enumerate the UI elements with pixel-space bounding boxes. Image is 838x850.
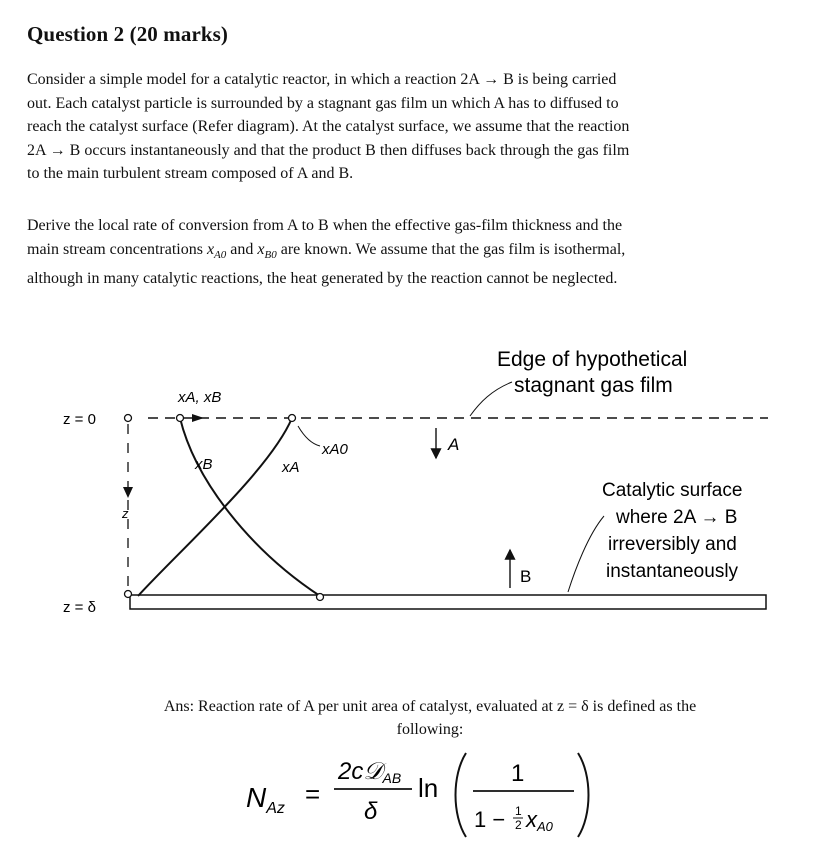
xb-end-point	[317, 594, 324, 601]
paragraph-line: out. Each catalyst particle is surrounded by a stagnant gas film un which A has to diffused to	[27, 94, 619, 112]
surface-label-line1: Catalytic surface	[602, 480, 743, 501]
xa-label: xA	[282, 459, 300, 476]
z-origin-point	[125, 415, 132, 422]
surface-label-line4: instantaneously	[606, 561, 739, 582]
formula-denominator: δ	[364, 798, 378, 825]
rate-formula	[0, 745, 838, 850]
paragraph-line: to the main turbulent stream composed of A and B.	[27, 165, 354, 182]
xb0-symbol: $x_{B0}$	[257, 240, 277, 261]
paragraph-line: reach the catalyst surface (Refer diagram). At the catalyst surface, we assume that the reaction	[27, 118, 630, 135]
z-axis-label: z	[122, 506, 129, 521]
paragraph-line: Derive the local rate of conversion from A to B when the effective gas-film thickness and the	[27, 217, 623, 234]
catalyst-surface	[130, 595, 766, 609]
xa0-pointer	[298, 426, 320, 446]
formula-half-num: 1	[515, 804, 522, 818]
answer-text	[60, 695, 800, 741]
surface-label-leader	[568, 516, 604, 592]
xa0-point	[289, 415, 296, 422]
formula-ln: ln	[418, 773, 439, 803]
task-paragraph	[27, 214, 827, 291]
xb-label: xB	[195, 456, 213, 473]
formula-equals: =	[305, 779, 321, 809]
xa0-symbol: $x_{A0}$	[206, 240, 227, 261]
xa-curve	[138, 418, 292, 596]
surface-label-line3: irreversibly and	[608, 534, 737, 555]
x-axis-arrow	[192, 414, 204, 422]
question-title: Question 2 (20 marks)	[27, 22, 229, 46]
z-axis-arrow	[123, 487, 133, 498]
formula-inner-numerator: 1	[511, 760, 525, 787]
formula-left-paren	[456, 753, 467, 837]
a-flux-label: A	[448, 435, 460, 454]
answer-line: following:	[396, 721, 464, 738]
formula-numerator: 2c𝒟AB	[338, 758, 402, 786]
answer-line: Ans: Reaction rate of A per unit area of catalyst, evaluated at z = δ is defined as the	[163, 698, 697, 715]
z-delta-point	[125, 591, 132, 598]
formula-inner-x: xA0	[526, 807, 553, 834]
b-flux-label: B	[520, 567, 532, 586]
formula-inner-denominator: 1 −	[474, 807, 506, 832]
paragraph-line: 2A → B occurs instantaneously and that the product B then diffuses back through the gas film	[27, 141, 630, 159]
problem-paragraph	[27, 68, 827, 186]
xb-curve	[180, 418, 320, 596]
paragraph-line: main stream concentrations $x_{A0}$ and $x_{B0}$ are known. We assume that the gas film is isothermal,	[27, 240, 626, 261]
paragraph-line: although in many catalytic reactions, the heat generated by the reaction cannot be neglected.	[27, 270, 618, 288]
xb-start-point	[177, 415, 184, 422]
film-label-leader	[470, 382, 512, 416]
xa0-label: xA0	[322, 441, 348, 458]
xa-xb-label: xA, xB	[178, 389, 222, 406]
formula-right-paren	[578, 753, 589, 837]
paragraph-line: Consider a simple model for a catalytic reactor, in which a reaction 2A → B is being carried	[27, 71, 617, 88]
surface-label-line2: where 2A → B	[616, 507, 738, 528]
z-top-label: z = 0	[63, 411, 96, 428]
z-bottom-label: z = δ	[63, 599, 96, 616]
formula-half-den: 2	[515, 818, 522, 832]
film-label-line2: stagnant gas film	[514, 374, 673, 397]
reactor-diagram	[0, 330, 838, 690]
formula-lhs: $N_{Az}$	[246, 782, 285, 817]
film-label-line1: Edge of hypothetical	[497, 348, 688, 371]
